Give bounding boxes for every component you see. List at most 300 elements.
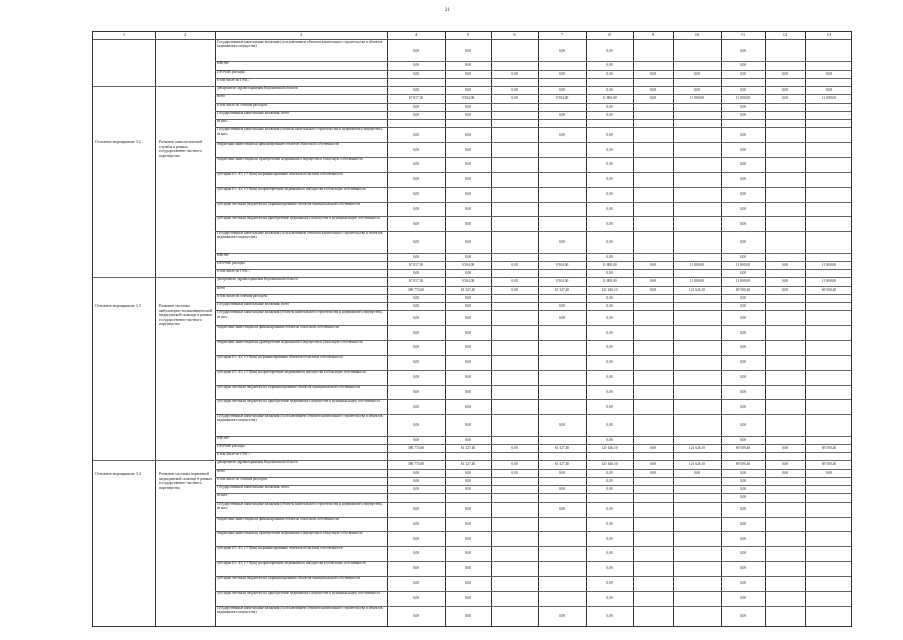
table-cell: 11 800,00 — [602, 96, 617, 101]
table-cell: 0,00 — [606, 147, 613, 152]
row-label: бюджетные инвестиции на приобретение недвижимого имущества в областную собственность — [217, 340, 363, 345]
table-cell: 0,00 — [781, 71, 789, 76]
table-cell: 0,00 — [825, 88, 833, 93]
table-cell: 0,00 — [606, 581, 613, 586]
table-cell: 11 800,00 — [821, 279, 837, 284]
table-cell: 11 800,00 — [602, 279, 617, 284]
table-cell: 61 327,40 — [460, 462, 476, 467]
table-cell: 0,00 — [739, 132, 747, 137]
table-cell: 0,00 — [412, 132, 420, 137]
table-cell: 0,00 — [412, 389, 420, 394]
block-name-3: Развитие системы первичной медицинской помощи в рамках государственно-частного партнерства — [159, 471, 213, 490]
table-cell: 11 800,00 — [735, 96, 751, 101]
table-cell: 0,00 — [739, 495, 747, 500]
table-cell: 0,00 — [464, 506, 472, 511]
row-label: НИОКР — [217, 435, 230, 440]
table-cell: 0,00 — [511, 279, 518, 284]
column-number: 3 — [299, 32, 303, 37]
table-cell: 0,00 — [739, 315, 747, 320]
table-cell: 0,00 — [693, 470, 701, 475]
row-label: в том числе по статьям расходов: — [217, 476, 268, 481]
table-cell: 0,00 — [464, 132, 472, 137]
table-cell: 11 800,00 — [821, 262, 837, 267]
table-cell: 0,00 — [739, 404, 747, 409]
row-divider — [93, 86, 851, 87]
column-divider — [155, 32, 156, 626]
table-cell: 0,00 — [739, 536, 747, 541]
table-cell: 0,00 — [606, 132, 613, 137]
table-cell: 0,00 — [558, 470, 566, 475]
table-cell: 0,00 — [739, 177, 747, 182]
table-cell: 0,00 — [606, 487, 613, 492]
table-cell: 0,00 — [781, 88, 789, 93]
table-cell: 0,00 — [412, 221, 420, 226]
table-cell: 0,00 — [606, 595, 613, 600]
table-cell: 0,00 — [412, 239, 420, 244]
table-cell: 0,00 — [739, 104, 747, 109]
table-cell: 0,00 — [649, 96, 657, 101]
table-cell: 121 626,10 — [688, 445, 706, 450]
row-label: субсидии БУ, АУ, ГУП(ия) на приобретение недвижимого имущества в областную собственность — [217, 369, 367, 374]
table-cell: 0,00 — [739, 614, 747, 619]
table-cell: 0,00 — [781, 96, 789, 101]
row-label: в том числе по ГРБС: — [217, 452, 250, 457]
table-cell: 0,00 — [649, 287, 657, 292]
table-cell: 0,00 — [739, 88, 747, 93]
table-cell: 0,00 — [606, 112, 613, 117]
table-cell: 0,00 — [464, 521, 472, 526]
row-label: бюджетные инвестиции на приобретение недвижимого имущества в областную собственность — [217, 531, 363, 536]
block-name-2: Развитие системы амбулаторно-поликлинической медицинской помощи в рамках государственно-частного партнерства — [159, 303, 213, 327]
table-cell: 69 500,40 — [821, 445, 837, 450]
table-cell: 0,00 — [464, 162, 472, 167]
row-label: всего — [217, 285, 226, 290]
table-cell: 0,00 — [412, 422, 420, 427]
table-cell: 0,00 — [412, 147, 420, 152]
row-label: Государственные капитальные вложения (объекты капитального строительства и недвижимого имущества), из них: — [217, 310, 383, 319]
table-cell: 0,00 — [606, 422, 613, 427]
table-cell: 0,00 — [412, 566, 420, 571]
row-label: ПРОЧИЕ расходы — [217, 260, 245, 265]
table-cell: 0,00 — [739, 470, 747, 475]
row-label: субсидии местным бюджетам на софинансирование объектов муниципальной собственности — [217, 384, 360, 389]
table-cell: 0,00 — [558, 422, 566, 427]
column-number: 10 — [694, 32, 700, 37]
table-cell: 0,00 — [781, 445, 789, 450]
row-divider — [93, 277, 851, 278]
table-cell: 0,00 — [464, 536, 472, 541]
column-number: 7 — [560, 32, 564, 37]
table-cell: 0,00 — [511, 88, 518, 93]
table-cell: 0,00 — [739, 239, 747, 244]
table-cell: 0,00 — [739, 478, 747, 483]
table-cell: 0,00 — [464, 375, 472, 380]
row-label: департамент здравоохранения Воронежской области — [217, 277, 298, 282]
table-cell: 0,00 — [825, 71, 833, 76]
table-cell: 0,00 — [412, 470, 420, 475]
row-label: субсидии БУ, АУ, ГУП(ия) на финансирование объектов областной собственности — [217, 171, 343, 176]
row-label: Государственные капитальные вложения, всего — [217, 110, 290, 115]
table-cell: 69 500,40 — [821, 287, 837, 292]
row-label: Государственные капитальные вложения (за исключением объектов капитального строительства и объектов недвижимого имущества) — [217, 40, 383, 49]
table-cell: 121 626,10 — [688, 462, 706, 467]
table-cell: 0,00 — [606, 614, 613, 619]
table-cell: 67 817,30 — [408, 262, 424, 267]
table-cell: 0,00 — [464, 295, 472, 300]
budget-table — [92, 31, 852, 627]
table-cell: 0,00 — [464, 404, 472, 409]
table-cell: 9 504,00 — [555, 279, 569, 284]
table-cell: 0,00 — [412, 614, 420, 619]
table-cell: 0,00 — [464, 192, 472, 197]
table-cell: 0,00 — [739, 360, 747, 365]
table-cell: 0,00 — [412, 345, 420, 350]
table-cell: 0,00 — [464, 470, 472, 475]
table-cell: 0,00 — [739, 422, 747, 427]
row-label: департамент здравоохранения Воронежской области — [217, 86, 298, 91]
table-cell: 9 504,00 — [461, 96, 475, 101]
row-label: Государственные капитальные вложения (объекты капитального строительства и недвижимого имущества), из них: — [217, 501, 383, 510]
table-cell: 0,00 — [464, 71, 472, 76]
table-cell: 0,00 — [412, 63, 420, 68]
row-label: субсидии местным бюджетам на приобретение недвижимого имущества в муниципальную собственность — [217, 590, 381, 595]
table-cell: 0,00 — [649, 262, 657, 267]
table-cell: 386 774,60 — [407, 462, 425, 467]
page-number: 21 — [445, 8, 450, 13]
table-cell: 0,00 — [739, 506, 747, 511]
table-cell: 0,00 — [558, 48, 566, 53]
table-cell: 0,00 — [825, 470, 833, 475]
table-cell: 0,00 — [464, 63, 472, 68]
row-label: бюджетные инвестиции на финансирование объектов областной собственности — [217, 142, 340, 147]
block-event-1: Основное мероприятие 3.2 — [95, 139, 141, 144]
row-label: субсидии БУ, АУ, ГУП(ия) на приобретение недвижимого имущества в областную собственность — [217, 186, 367, 191]
table-cell: 0,00 — [693, 71, 701, 76]
row-label: субсидии местным бюджетам на приобретение недвижимого имущества в муниципальную собственность — [217, 399, 381, 404]
table-cell: 0,00 — [606, 304, 613, 309]
table-cell: 0,00 — [412, 104, 420, 109]
row-label: Государственные капитальные вложения, всего — [217, 302, 290, 307]
table-cell: 0,00 — [412, 360, 420, 365]
table-cell: 0,00 — [412, 437, 420, 442]
table-cell: 0,00 — [464, 551, 472, 556]
table-cell: 9 504,00 — [555, 96, 569, 101]
table-cell: 0,00 — [739, 71, 747, 76]
column-number: 9 — [651, 32, 655, 37]
table-cell: 0,00 — [464, 206, 472, 211]
column-number: 11 — [740, 32, 746, 37]
table-cell: 0,00 — [739, 345, 747, 350]
table-cell: 0,00 — [464, 239, 472, 244]
table-cell: 0,00 — [739, 437, 747, 442]
table-cell: 0,00 — [606, 521, 613, 526]
table-cell: 0,00 — [606, 375, 613, 380]
column-number: 6 — [513, 32, 516, 37]
table-cell: 69 500,40 — [735, 287, 751, 292]
table-cell: 0,00 — [739, 271, 747, 276]
table-cell: 0,00 — [558, 614, 566, 619]
table-cell: 0,00 — [464, 88, 472, 93]
table-cell: 69 500,40 — [821, 462, 837, 467]
table-cell: 61 327,40 — [554, 445, 570, 450]
row-divider — [93, 460, 851, 461]
row-label: в том числе по статьям расходов: — [217, 293, 268, 298]
table-cell: 0,00 — [739, 487, 747, 492]
row-label: бюджетные инвестиции на приобретение недвижимого имущества в областную собственность — [217, 157, 363, 162]
row-label: субсидии БУ, АУ, ГУП(ия) на финансирование объектов областной собственности — [217, 546, 343, 551]
table-cell: 0,00 — [511, 71, 518, 76]
column-number: 12 — [782, 32, 788, 37]
table-cell: 0,00 — [511, 287, 518, 292]
table-cell: 0,00 — [558, 239, 566, 244]
table-cell: 0,00 — [606, 63, 613, 68]
table-cell: 0,00 — [606, 345, 613, 350]
table-cell: 0,00 — [739, 48, 747, 53]
table-cell: 0,00 — [606, 389, 613, 394]
column-number: 1 — [122, 32, 126, 37]
column-divider — [805, 32, 806, 626]
row-label: Государственные капитальные вложения (за исключением объектов капитального строительства и объектов недвижимого имущества) — [217, 605, 383, 614]
table-cell: 0,00 — [739, 521, 747, 526]
table-cell: 0,00 — [606, 478, 613, 483]
row-label: субсидии местным бюджетам на софинансирование объектов муниципальной собственности — [217, 201, 360, 206]
table-cell: 0,00 — [511, 445, 518, 450]
table-cell: 0,00 — [412, 375, 420, 380]
table-cell: 69 500,40 — [735, 462, 751, 467]
table-cell: 0,00 — [739, 581, 747, 586]
table-cell: 0,00 — [649, 462, 657, 467]
table-cell: 0,00 — [464, 422, 472, 427]
table-cell: 0,00 — [739, 63, 747, 68]
table-cell: 0,00 — [781, 470, 789, 475]
column-divider — [673, 32, 674, 626]
table-cell: 0,00 — [739, 551, 747, 556]
row-label: субсидии местным бюджетам на софинансирование объектов муниципальной собственности — [217, 575, 360, 580]
table-cell: 0,00 — [606, 536, 613, 541]
table-cell: 386 774,60 — [407, 287, 425, 292]
table-cell: 0,00 — [464, 177, 472, 182]
table-cell: 0,00 — [412, 206, 420, 211]
block-event-2: Основное мероприятие 3.3 — [95, 303, 141, 308]
table-cell: 0,00 — [606, 295, 613, 300]
table-cell: 11 800,00 — [602, 262, 617, 267]
block-name-1: Развитие онкологической службы в рамках государственно-частного партнерства — [159, 139, 203, 158]
table-cell: 61 327,40 — [460, 287, 476, 292]
table-cell: 0,00 — [781, 287, 789, 292]
table-cell: 0,00 — [464, 315, 472, 320]
table-cell: 0,00 — [558, 506, 566, 511]
table-cell: 0,00 — [464, 478, 472, 483]
table-cell: 11 800,00 — [735, 262, 751, 267]
table-cell: 61 327,40 — [460, 445, 476, 450]
table-cell: 0,00 — [412, 330, 420, 335]
table-cell: 0,00 — [412, 304, 420, 309]
row-label: НИОКР — [217, 252, 230, 257]
table-cell: 0,00 — [739, 147, 747, 152]
row-label: Государственные капитальные вложения (за исключением объектов капитального строительства и объектов недвижимого имущества) — [217, 231, 383, 240]
row-label: субсидии местным бюджетам на приобретение недвижимого имущества в муниципальную собственность — [217, 216, 381, 221]
table-cell: 0,00 — [649, 470, 657, 475]
table-cell: 0,00 — [511, 96, 518, 101]
table-cell: 0,00 — [739, 112, 747, 117]
table-cell: 0,00 — [412, 295, 420, 300]
table-cell: 0,00 — [606, 566, 613, 571]
table-cell: 0,00 — [606, 360, 613, 365]
table-cell: 9 504,00 — [461, 262, 475, 267]
table-cell: 121 626,10 — [688, 287, 706, 292]
table-cell: 0,00 — [464, 147, 472, 152]
table-cell: 0,00 — [464, 304, 472, 309]
row-label: в том числе по ГРБС: — [217, 77, 250, 82]
table-cell: 0,00 — [511, 470, 518, 475]
table-cell: 0,00 — [558, 304, 566, 309]
table-cell: 0,00 — [412, 177, 420, 182]
table-cell: 0,00 — [464, 614, 472, 619]
table-cell: 0,00 — [464, 345, 472, 350]
table-cell: 0,00 — [412, 487, 420, 492]
table-cell: 0,00 — [739, 295, 747, 300]
table-cell: 0,00 — [412, 271, 420, 276]
table-cell: 0,00 — [606, 104, 613, 109]
table-cell: 386 774,60 — [407, 445, 425, 450]
table-cell: 0,00 — [739, 162, 747, 167]
table-cell: 121 626,10 — [601, 287, 618, 292]
table-cell: 0,00 — [606, 192, 613, 197]
table-cell: 0,00 — [606, 271, 613, 276]
table-cell: 0,00 — [739, 221, 747, 226]
table-cell: 61 327,40 — [554, 462, 570, 467]
table-cell: 0,00 — [606, 330, 613, 335]
table-cell: 0,00 — [412, 521, 420, 526]
table-cell: 0,00 — [464, 566, 472, 571]
column-divider — [215, 32, 216, 626]
row-label: всего — [217, 468, 226, 473]
table-cell: 0,00 — [606, 88, 613, 93]
table-cell: 0,00 — [606, 71, 613, 76]
table-cell: 0,00 — [606, 206, 613, 211]
table-cell: 11 800,00 — [689, 96, 705, 101]
table-cell: 0,00 — [739, 206, 747, 211]
row-label: Государственные капитальные вложения, всего — [217, 485, 290, 490]
table-cell: 0,00 — [739, 375, 747, 380]
table-cell: 0,00 — [464, 221, 472, 226]
table-cell: 11 800,00 — [735, 279, 751, 284]
table-cell: 0,00 — [511, 262, 518, 267]
column-divider — [538, 32, 539, 626]
table-cell: 9 504,00 — [461, 279, 475, 284]
table-cell: 67 817,30 — [408, 96, 424, 101]
table-cell: 0,00 — [693, 88, 701, 93]
table-cell: 0,00 — [606, 177, 613, 182]
table-cell: 0,00 — [606, 437, 613, 442]
table-cell: 0,00 — [412, 112, 420, 117]
table-cell: 0,00 — [412, 551, 420, 556]
table-cell: 0,00 — [781, 279, 789, 284]
row-label: департамент здравоохранения Воронежской области — [217, 460, 298, 465]
table-cell: 0,00 — [739, 566, 747, 571]
table-cell: 0,00 — [464, 330, 472, 335]
table-cell: 0,00 — [412, 71, 420, 76]
table-cell: 61 327,40 — [554, 287, 570, 292]
table-cell: 0,00 — [606, 404, 613, 409]
table-cell: 0,00 — [781, 462, 789, 467]
row-label: бюджетные инвестиции на финансирование объектов областной собственности — [217, 516, 340, 521]
table-cell: 0,00 — [739, 389, 747, 394]
row-label: НИОКР — [217, 61, 230, 66]
table-cell: 0,00 — [412, 315, 420, 320]
table-cell: 0,00 — [412, 48, 420, 53]
table-cell: 0,00 — [606, 239, 613, 244]
table-cell: 9 504,00 — [555, 262, 569, 267]
column-number: 8 — [608, 32, 611, 37]
table-cell: 0,00 — [464, 360, 472, 365]
table-cell: 121 626,10 — [601, 445, 618, 450]
table-cell: 0,00 — [412, 162, 420, 167]
table-cell: 0,00 — [739, 330, 747, 335]
table-cell: 0,00 — [558, 88, 566, 93]
table-cell: 0,00 — [606, 254, 613, 259]
table-cell: 0,00 — [412, 595, 420, 600]
row-label: субсидии БУ, АУ, ГУП(ия) на финансирование объектов областной собственности — [217, 354, 343, 359]
table-cell: 11 800,00 — [821, 96, 837, 101]
row-label: Государственные капитальные вложения (объекты капитального строительства и недвижимого имущества), из них: — [217, 127, 383, 136]
table-cell: 0,00 — [606, 506, 613, 511]
row-label: в том числе по ГРБС: — [217, 269, 250, 274]
column-number: 4 — [414, 32, 418, 37]
table-cell: 0,00 — [412, 536, 420, 541]
table-cell: 0,00 — [464, 389, 472, 394]
table-cell: 0,00 — [558, 315, 566, 320]
table-cell: 0,00 — [649, 279, 657, 284]
row-label: Государственные капитальные вложения (за исключением объектов капитального строительства и объектов недвижимого имущества) — [217, 414, 383, 423]
table-cell: 0,00 — [464, 104, 472, 109]
table-cell: 0,00 — [606, 315, 613, 320]
table-cell: 0,00 — [606, 48, 613, 53]
column-divider — [765, 32, 766, 626]
table-cell: 0,00 — [412, 506, 420, 511]
table-cell: 0,00 — [412, 478, 420, 483]
table-cell: 0,00 — [464, 112, 472, 117]
row-label: бюджетные инвестиции на финансирование объектов областной собственности — [217, 325, 340, 330]
table-cell: 0,00 — [558, 71, 566, 76]
table-cell: 0,00 — [606, 221, 613, 226]
table-cell: 0,00 — [464, 581, 472, 586]
table-cell: 0,00 — [739, 304, 747, 309]
table-cell: 0,00 — [558, 112, 566, 117]
table-cell: 0,00 — [606, 551, 613, 556]
table-cell: 0,00 — [464, 595, 472, 600]
table-cell: 121 626,10 — [601, 462, 618, 467]
table-cell: 0,00 — [464, 271, 472, 276]
column-number: 2 — [183, 32, 187, 37]
table-cell: 0,00 — [606, 470, 613, 475]
column-divider — [491, 32, 492, 626]
row-label: из них: — [217, 119, 228, 124]
row-label: субсидии БУ, АУ, ГУП(ия) на приобретение недвижимого имущества в областную собственность — [217, 561, 367, 566]
table-cell: 0,00 — [739, 192, 747, 197]
column-number: 5 — [466, 32, 470, 37]
table-cell: 0,00 — [649, 71, 657, 76]
row-label: ПРОЧИЕ расходы — [217, 69, 245, 74]
table-cell: 0,00 — [739, 595, 747, 600]
row-label: из них: — [217, 493, 228, 498]
row-label: всего — [217, 94, 226, 99]
header-divider — [93, 39, 851, 40]
table-cell: 0,00 — [649, 445, 657, 450]
table-cell: 11 800,00 — [689, 279, 705, 284]
table-cell: 69 500,40 — [735, 445, 751, 450]
table-cell: 0,00 — [412, 254, 420, 259]
